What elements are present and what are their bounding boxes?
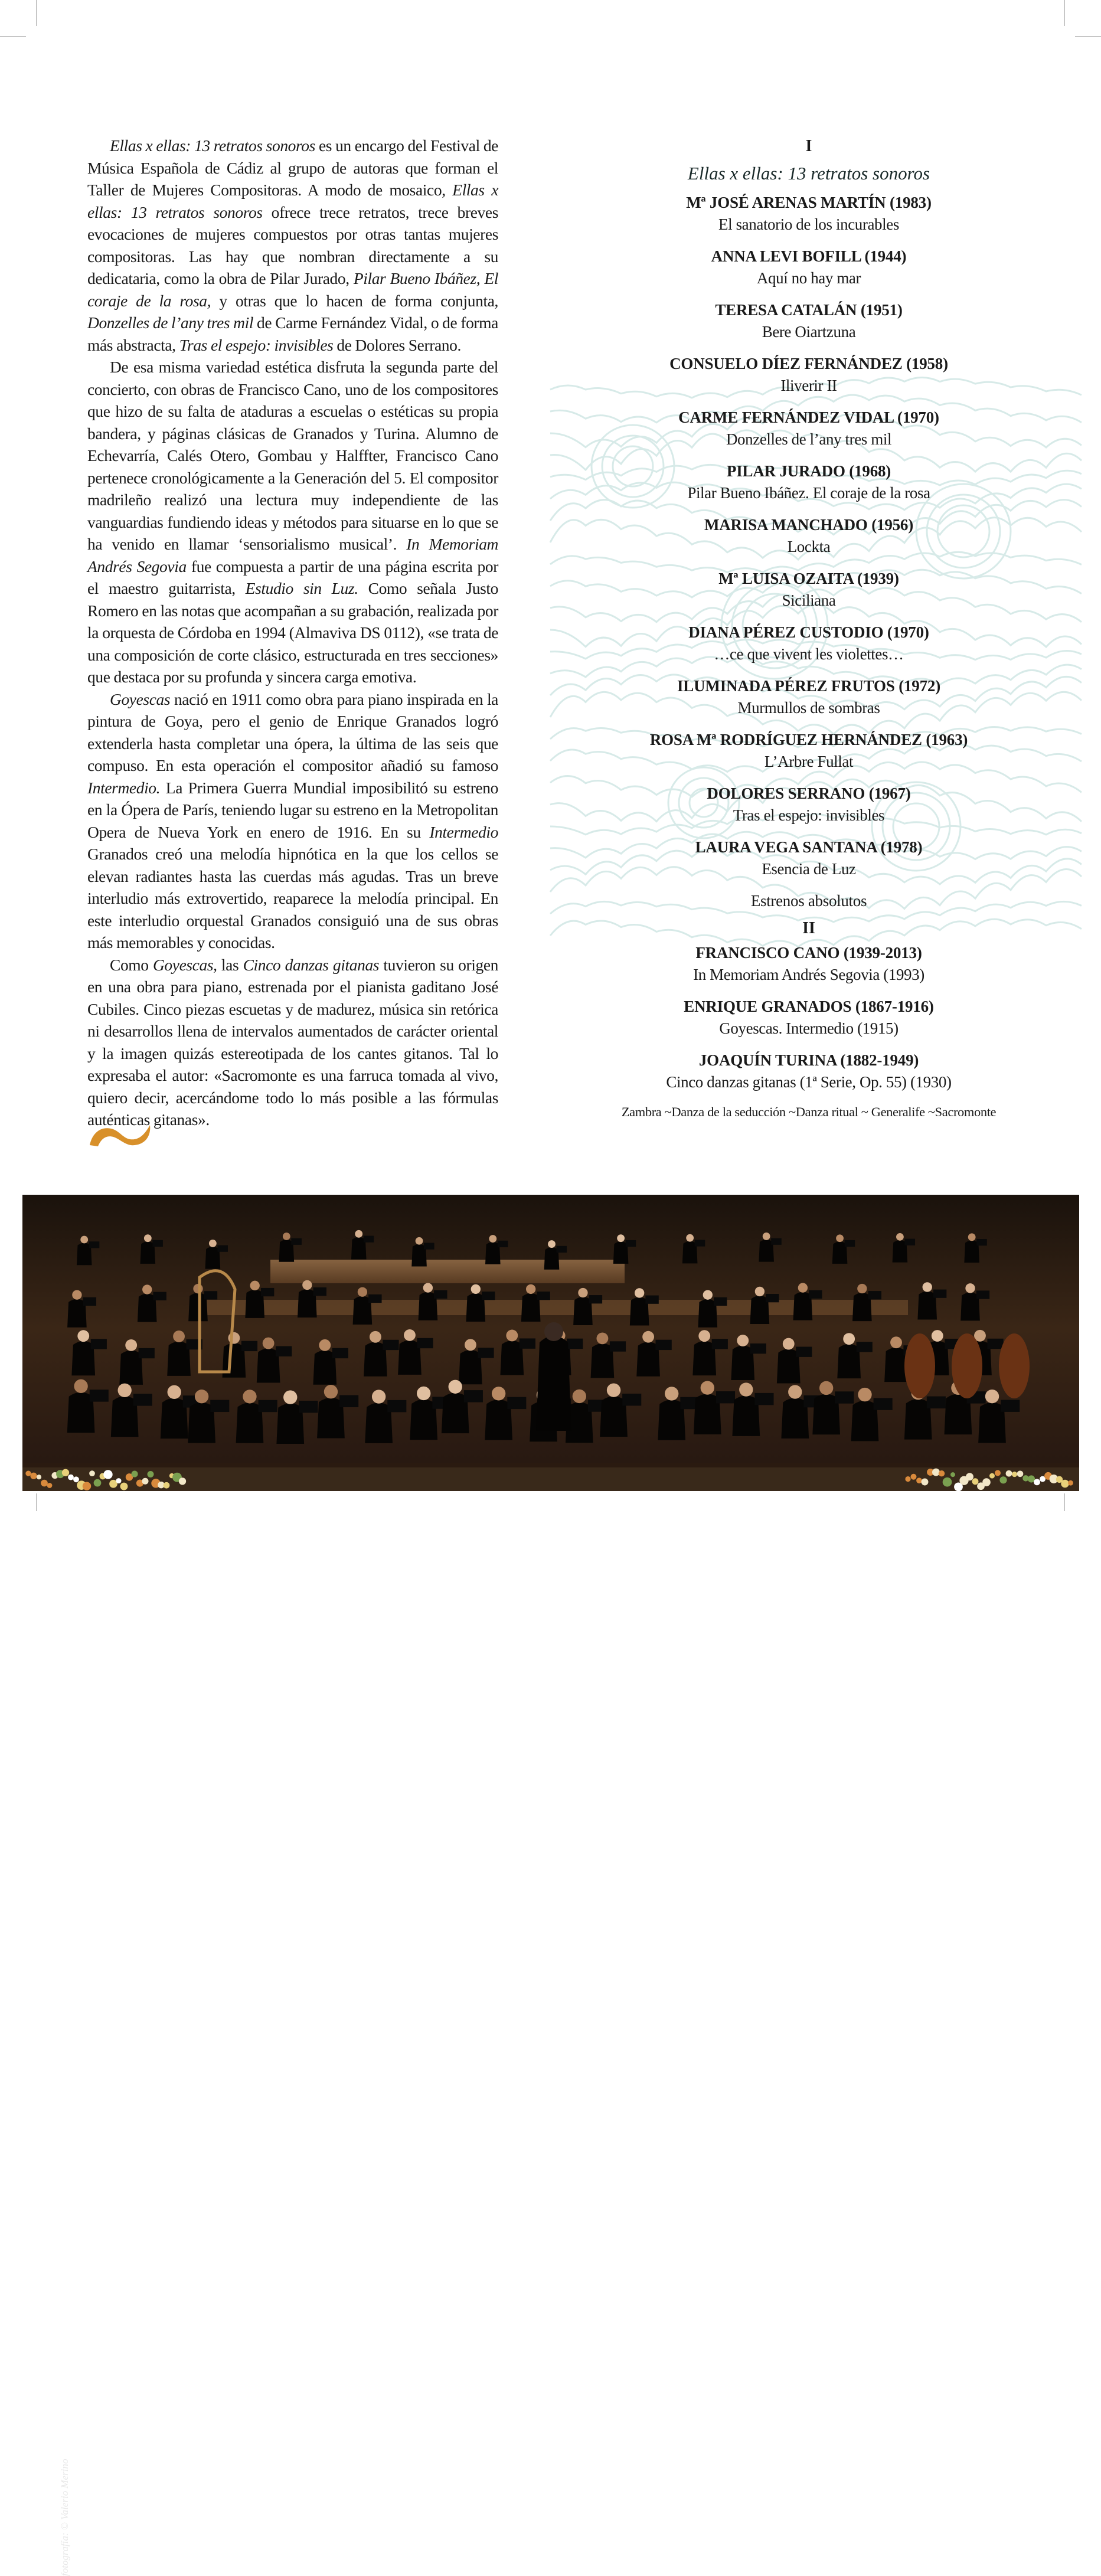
- composer-name: Mª LUISA OZAITA (1939): [590, 567, 1027, 590]
- italic-title: Goyescas,: [153, 956, 217, 974]
- italic-title: Tras el espejo: invisibles: [179, 336, 334, 354]
- article-paragraph: [87, 954, 498, 1131]
- tilde-ornament-icon: [87, 1123, 153, 1149]
- flower-shape: [1012, 1472, 1017, 1477]
- flower-shape: [25, 1470, 31, 1476]
- flower-shape: [1006, 1470, 1012, 1477]
- italic-title: Ellas x ellas: 13 retratos sonoros: [110, 136, 315, 155]
- program-entry: [590, 299, 1027, 342]
- program-entry: [590, 942, 1027, 985]
- work-title: Tras el espejo: invisibles: [590, 805, 1027, 826]
- part-1-numeral: I: [590, 133, 1027, 159]
- work-title: Bere Oiartzuna: [590, 321, 1027, 342]
- flower-shape: [939, 1470, 945, 1476]
- text-run: De esa misma variedad estética disfruta la segunda parte del concierto, con obras de Francisco Cano, uno de los compositores que hizo de su falta de ataduras a escuelas o estéticas su propia bandera, y páginas clásicas de Granados y Turina. Alumno de Echevarría, Calés Otero, Gombau y Halffter, Francisco Cano pertenece cronológicamente a la Generación del 5. El compositor madrileño realizó una lectura muy independiente de las vanguardias fundiendo ideas y métodos para situarse en lo que se ha venido en llamar ‘sensorialismo musical’.: [87, 358, 498, 553]
- composer-name: PILAR JURADO (1968): [590, 460, 1027, 482]
- flower-shape: [164, 1482, 170, 1489]
- flower-shape: [972, 1478, 979, 1485]
- flower-shape: [30, 1473, 37, 1479]
- part-1-title: Ellas x ellas: 13 retratos sonoros: [590, 159, 1027, 188]
- double-bass-shape: [904, 1333, 935, 1398]
- composer-name: DIANA PÉREZ CUSTODIO (1970): [590, 621, 1027, 643]
- flower-shape: [932, 1469, 940, 1476]
- article-paragraph: [87, 356, 498, 688]
- composer-name: CONSUELO DÍEZ FERNÁNDEZ (1958): [590, 352, 1027, 375]
- flower-shape: [966, 1473, 973, 1480]
- part-1-entries: [590, 191, 1027, 880]
- program-entry: [590, 621, 1027, 665]
- flower-shape: [1068, 1480, 1073, 1486]
- flower-shape: [1017, 1471, 1024, 1477]
- movements-list: Zambra ~Danza de la seducción ~Danza ritual ~ Generalife ~Sacromonte: [567, 1103, 1051, 1122]
- composer-name: Mª JOSÉ ARENAS MARTÍN (1983): [590, 191, 1027, 214]
- flower-shape: [73, 1476, 79, 1482]
- italic-title: Intermedio: [429, 823, 498, 841]
- flower-shape: [179, 1477, 186, 1485]
- program-entry: [590, 567, 1027, 611]
- work-title: Pilar Bueno Ibáñez. El coraje de la rosa: [590, 482, 1027, 504]
- work-title: L’Arbre Fullat: [590, 751, 1027, 772]
- photo-credit: fotografía: © Valerio Merino: [59, 2459, 71, 2576]
- flower-shape: [989, 1473, 995, 1479]
- text-run: fue compuesta a partir de una página escrita por el maestro guitarrista,: [87, 557, 498, 598]
- text-run: Como: [110, 956, 153, 974]
- composer-name: ANNA LEVI BOFILL (1944): [590, 245, 1027, 267]
- italic-title: Ellas x ellas: 13 retratos sonoros: [87, 181, 498, 221]
- program-entry: [590, 406, 1027, 450]
- composer-name: TERESA CATALÁN (1951): [590, 299, 1027, 321]
- flower-shape: [103, 1470, 112, 1479]
- text-run: Granados creó una melodía hipnótica en la que los cellos se elevan radiantes hasta las cuerdas más agudas. Tras un breve interludio más extrovertido, reaparece la melodía principal. En este interludio orquestal Granados consiguió una de sus obras más memorables y conocidas.: [87, 845, 498, 952]
- flower-shape: [995, 1470, 1001, 1476]
- text-run: La Primera Guerra Mundial imposibilitó su estreno en la Ópera de París, teniendo lugar su estreno en la Metropolitan Opera de Nueva York en enero de 1916. En su: [87, 779, 498, 841]
- program-entry: [590, 245, 1027, 289]
- composer-name: LAURA VEGA SANTANA (1978): [590, 836, 1027, 858]
- composer-name: FRANCISCO CANO (1939-2013): [590, 942, 1027, 964]
- italic-title: Pilar Bueno Ibáñez, El coraje de la rosa,: [87, 269, 498, 310]
- premiere-note: Estrenos absolutos: [590, 890, 1027, 912]
- text-run: y otras que lo hacen de forma conjunta,: [211, 292, 498, 310]
- text-run: tuvieron su origen en una obra para piano, estrenada por el pianista gaditano José Cubiles. Cinco piezas escuetas y de madurez, música sin retórica ni desarrollos llena de intervalos aumentados de carácter oriental y la imagen quizás estereotipada de los cantes gitanos. Tal lo expresaba el autor: «Sacromonte es una farruca tomada al vivo, quiero decir, acercándome todo lo más posible a las fórmulas auténticas gitanas».: [87, 956, 498, 1129]
- program-entry: [590, 352, 1027, 396]
- flower-shape: [147, 1471, 153, 1477]
- work-title: …ce que vivent les violettes…: [590, 643, 1027, 665]
- work-title: Esencia de Luz: [590, 858, 1027, 880]
- flower-shape: [999, 1476, 1007, 1483]
- double-bass-shape: [999, 1333, 1030, 1398]
- flower-shape: [911, 1474, 917, 1480]
- italic-title: Goyescas: [110, 690, 170, 708]
- program-entry: [590, 782, 1027, 826]
- flower-shape: [905, 1476, 910, 1482]
- flower-shape: [916, 1477, 922, 1483]
- concert-program: [590, 133, 1027, 1122]
- flower-shape: [950, 1472, 955, 1477]
- flower-shape: [83, 1482, 91, 1490]
- text-run: de Dolores Serrano.: [333, 336, 461, 354]
- text-run: las: [217, 956, 243, 974]
- flower-shape: [116, 1478, 121, 1483]
- composer-name: CARME FERNÁNDEZ VIDAL (1970): [590, 406, 1027, 429]
- program-entry: [590, 1049, 1027, 1093]
- text-run: Como señala Justo Romero en las notas que acompañan a su grabación, realizada por la orquesta de Córdoba en 1994 (Almaviva DS 0112), «se trata de una composición de corte clásico, estructurada en tres secciones» que destaca por su profunda y sincera carga emotiva.: [87, 579, 498, 686]
- composer-name: ENRIQUE GRANADOS (1867-1916): [590, 995, 1027, 1018]
- text-run: de Carme Fernández Vidal, o de forma más abstracta,: [87, 313, 498, 354]
- flower-shape: [922, 1479, 929, 1486]
- work-title: Iliverir II: [590, 375, 1027, 396]
- composer-name: ROSA Mª RODRÍGUEZ HERNÁNDEZ (1963): [590, 728, 1027, 751]
- work-title: Goyescas. Intermedio (1915): [590, 1018, 1027, 1039]
- flower-shape: [982, 1478, 991, 1486]
- work-title: Murmullos de sombras: [590, 697, 1027, 718]
- flower-shape: [1034, 1479, 1040, 1485]
- part-2-entries: [590, 942, 1027, 1093]
- text-run: es un encargo del Festival de Música Española de Cádiz al grupo de autoras que forman el Taller de Mujeres Compositoras. A modo de mosaico,: [87, 136, 498, 199]
- part-2-numeral: II: [590, 916, 1027, 942]
- composer-name: DOLORES SERRANO (1967): [590, 782, 1027, 805]
- program-entry: [590, 995, 1027, 1039]
- flower-shape: [68, 1475, 74, 1480]
- article-paragraph: [87, 688, 498, 954]
- flower-shape: [89, 1470, 95, 1476]
- article-paragraph: [87, 135, 498, 356]
- work-title: Lockta: [590, 536, 1027, 557]
- text-run: nació en 1911 como obra para piano inspirada en la pintura de Goya, pero el genio de Enrique Granados logró extenderla hasta completar una ópera, la última de las seis que compuso. En esta operación el compositor añadió su famoso: [87, 690, 498, 775]
- composer-name: ILUMINADA PÉREZ FRUTOS (1972): [590, 675, 1027, 697]
- italic-title: Cinco danzas gitanas: [243, 956, 380, 974]
- italic-title: Intermedio.: [87, 779, 160, 797]
- flower-shape: [142, 1478, 148, 1485]
- italic-title: In Memoriam Andrés Segovia: [87, 535, 498, 576]
- program-entry: [590, 460, 1027, 504]
- flower-shape: [1061, 1480, 1069, 1488]
- italic-title: Estudio sin Luz.: [246, 579, 358, 597]
- work-title: In Memoriam Andrés Segovia (1993): [590, 964, 1027, 985]
- flower-shape: [41, 1480, 48, 1487]
- flower-shape: [37, 1475, 41, 1479]
- orchestra-illustration: [22, 1195, 1079, 1491]
- flower-shape: [47, 1483, 53, 1488]
- program-entry: [590, 514, 1027, 557]
- flower-shape: [131, 1471, 138, 1477]
- program-entry: [590, 836, 1027, 880]
- composer-name: MARISA MANCHADO (1956): [590, 514, 1027, 536]
- work-title: Siciliana: [590, 590, 1027, 611]
- program-entry: [590, 191, 1027, 235]
- work-title: Aquí no hay mar: [590, 267, 1027, 289]
- program-entry: [590, 675, 1027, 718]
- flower-shape: [943, 1477, 952, 1487]
- work-title: Cinco danzas gitanas (1ª Serie, Op. 55) (1930): [590, 1071, 1027, 1093]
- work-title: Donzelles de l’any tres mil: [590, 429, 1027, 450]
- composer-name: JOAQUÍN TURINA (1882-1949): [590, 1049, 1027, 1071]
- text-run: ofrece trece retratos, trece breves evocaciones de mujeres compuestos por otras tantas mujeres compositoras. Las hay que nombran directamente a su dedicataria, como la obra de Pilar Jurado,: [87, 203, 498, 288]
- flower-shape: [120, 1483, 128, 1490]
- flower-shape: [94, 1479, 102, 1487]
- program-entry: [590, 728, 1027, 772]
- flower-shape: [62, 1469, 69, 1476]
- orchestra-photo: [22, 1195, 1079, 1491]
- double-bass-shape: [952, 1333, 982, 1398]
- work-title: El sanatorio de los incurables: [590, 214, 1027, 235]
- article-body: [87, 135, 498, 1131]
- italic-title: Donzelles de l’any tres mil: [87, 313, 253, 332]
